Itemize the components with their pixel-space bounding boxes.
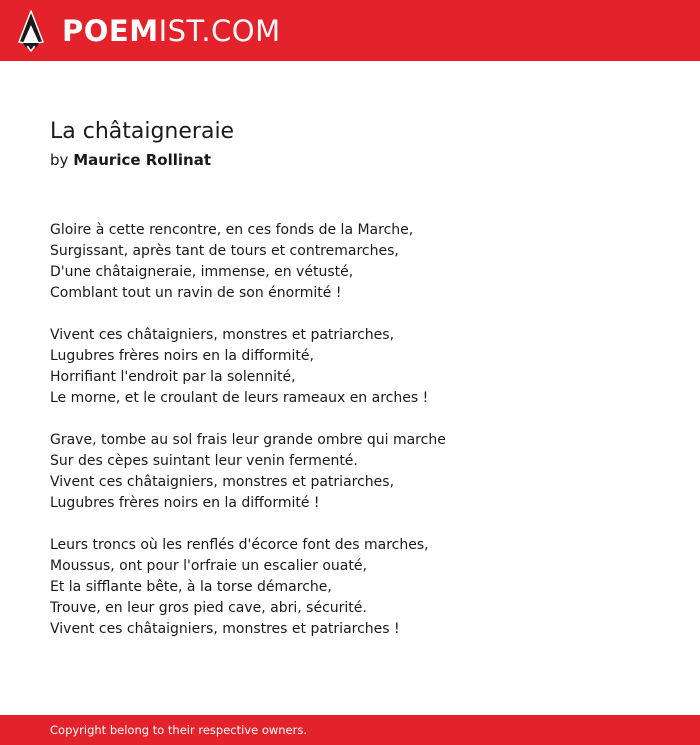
logo-text-light: IST.COM — [158, 13, 281, 48]
poem-line: Trouve, en leur gros pied cave, abri, sécurité. — [50, 600, 367, 616]
site-logo-link[interactable] — [18, 9, 281, 53]
poem-line: Sur des cèpes suintant leur venin fermenté. — [50, 453, 358, 469]
poem-line: Lugubres frères noirs en la difformité, — [50, 348, 314, 364]
author-link[interactable]: Maurice Rollinat — [73, 151, 211, 169]
pencil-tip-icon — [18, 10, 44, 52]
poem-byline — [50, 150, 670, 170]
poem-line: Gloire à cette rencontre, en ces fonds de la Marche, — [50, 222, 414, 238]
site-footer — [0, 715, 700, 745]
stanza-4 — [50, 535, 670, 640]
site-header — [0, 0, 700, 61]
copyright-notice: Copyright belong to their respective owners. — [50, 723, 308, 737]
logo-text-bold: POEM — [62, 13, 159, 48]
stanza-2 — [50, 325, 670, 409]
poem-line: Lugubres frères noirs en la difformité ! — [50, 495, 320, 511]
poem-line: Le morne, et le croulant de leurs rameaux en arches ! — [50, 390, 429, 406]
poem-line: Et la sifflante bête, à la torse démarche, — [50, 579, 332, 595]
poem-line: Grave, tombe au sol frais leur grande ombre qui marche — [50, 432, 446, 448]
poem-line: Moussus, ont pour l'orfraie un escalier ouaté, — [50, 558, 367, 574]
poem-line: Leurs troncs où les renflés d'écorce font des marches, — [50, 537, 429, 553]
byline-prefix: by — [50, 151, 69, 169]
stanza-3 — [50, 430, 670, 514]
poem-line: Vivent ces châtaigniers, monstres et patriarches, — [50, 327, 395, 343]
poem-title: La châtaigneraie — [50, 119, 235, 144]
poem-line: Vivent ces châtaigniers, monstres et patriarches, — [50, 474, 395, 490]
poem-body — [50, 220, 670, 640]
site-logo-text — [62, 13, 281, 48]
poem-content — [50, 118, 670, 661]
poem-line: D'une châtaigneraie, immense, en vétusté, — [50, 264, 354, 280]
poem-line: Comblant tout un ravin de son énormité ! — [50, 285, 342, 301]
stanza-1 — [50, 220, 670, 304]
poem-line: Horrifiant l'endroit par la solennité, — [50, 369, 296, 385]
poem-line: Surgissant, après tant de tours et contremarches, — [50, 243, 399, 259]
poem-line: Vivent ces châtaigniers, monstres et patriarches ! — [50, 621, 400, 637]
